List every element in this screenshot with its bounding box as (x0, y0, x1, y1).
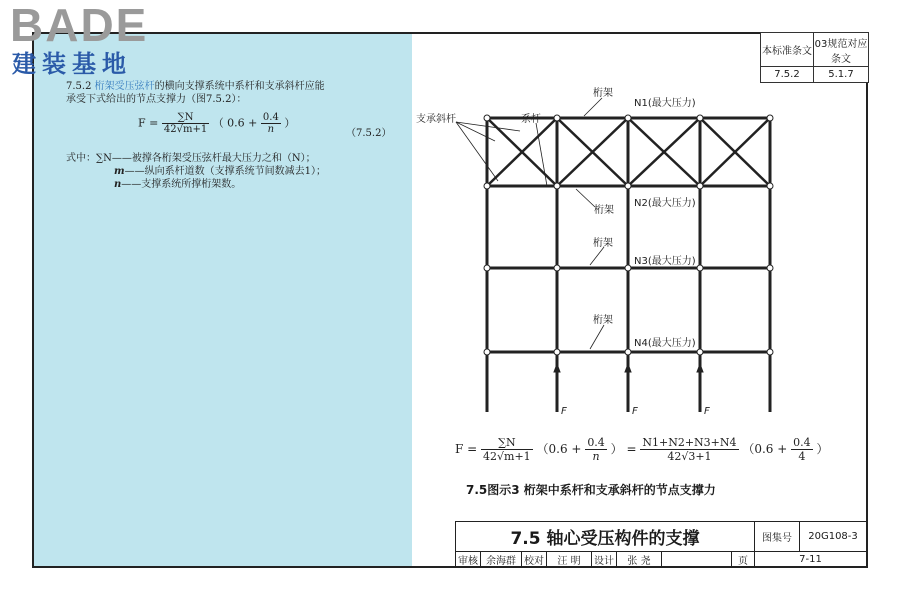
joint (625, 265, 631, 271)
logo: BADE (10, 0, 149, 51)
eq-numerator: ∑N (162, 112, 209, 124)
deq-fden1: n (592, 450, 600, 463)
joint (484, 115, 490, 121)
leader-truss-3 (590, 247, 604, 265)
clause-number: 7.5.2 (66, 81, 92, 92)
deq-fden2: 4 (798, 450, 806, 463)
eq-denominator: 42√m+1 (163, 124, 208, 135)
deq-num1: ∑N (481, 436, 533, 450)
title-block (455, 521, 867, 568)
diagram-equation (455, 436, 829, 463)
eq-number: （7.5.2） (346, 128, 392, 139)
atlas-number: 20G108-3 (800, 522, 867, 552)
diagram-labels (416, 86, 710, 417)
label-n2: N2(最大压力) (634, 198, 696, 209)
def3-text: ——支撑系统所撑桁架数。 (121, 179, 242, 190)
deq-num2: N1+N2+N3+N4 (642, 436, 737, 449)
page-number: 7-11 (755, 552, 867, 568)
deq-mid1: （0.6 + (536, 442, 582, 456)
joint (625, 115, 631, 121)
label-f1: F (561, 406, 567, 417)
drawing-title: 7.5 轴心受压构件的支撑 (456, 522, 755, 552)
def2-text: ——纵向系杆道数（支撑系统节间数减去1）； (124, 166, 326, 177)
deq-close2: ） (816, 442, 829, 456)
joint (767, 183, 773, 189)
label-n3: N3(最大压力) (634, 256, 696, 267)
atlas-label: 图集号 (755, 522, 800, 552)
signature-area (662, 552, 732, 568)
def1-text: ——被撑各桁架受压弦杆最大压力之和（N）； (111, 153, 316, 164)
label-brace: 支承斜杆 (416, 114, 456, 125)
arrowhead-2 (625, 364, 631, 372)
joint (767, 265, 773, 271)
arrowhead-3 (697, 364, 703, 372)
designer-name: 张 尧 (617, 552, 662, 568)
label-n1: N1(最大压力) (634, 98, 696, 109)
deq-fnum2: 0.4 (793, 436, 811, 449)
deq-mid2: （0.6 + (742, 442, 788, 456)
joint (697, 115, 703, 121)
checker-name: 汪 明 (547, 552, 592, 568)
label-truss-2: 桁架 (594, 205, 614, 216)
def2-symbol: m (114, 166, 125, 177)
eq-paren-close: ） (284, 116, 296, 130)
design-label: 设计 (592, 552, 617, 568)
page-label: 页 (732, 552, 755, 568)
joint (697, 265, 703, 271)
ref-value-code: 5.1.7 (814, 67, 869, 83)
joint (554, 265, 560, 271)
def3-symbol: n (114, 179, 122, 190)
reviewer-name: 余海群 (481, 552, 522, 568)
logo-subtitle: 建装基地 (12, 50, 132, 78)
label-n4: N4(最大压力) (634, 338, 696, 349)
eq-paren-open: （ 0.6 + (212, 116, 258, 130)
clause-term: 桁架受压弦杆 (94, 81, 155, 92)
leader-brace-3 (456, 122, 498, 181)
deq-den1: 42√m+1 (483, 450, 531, 463)
clause-text-b: 承受下式给出的节点支撑力（图7.5.2）： (66, 94, 247, 105)
arrowhead-1 (554, 364, 560, 372)
ref-value-standard: 7.5.2 (761, 67, 814, 83)
figure-caption: 7.5图示3 桁架中系杆和支承斜杆的节点支撑力 (466, 483, 716, 497)
def1-symbol: ∑N (96, 153, 112, 164)
label-tie: 系杆 (521, 114, 541, 125)
deq-close1: ） (610, 442, 623, 456)
leader-truss-2 (576, 189, 595, 207)
leader-truss-top (584, 98, 602, 116)
deq-fnum1: 0.4 (587, 436, 605, 449)
eq-frac-num: 0.4 (262, 112, 279, 123)
ref-header-standard: 本标准条文 (761, 33, 814, 67)
joint (554, 183, 560, 189)
joint (554, 349, 560, 355)
joint (767, 115, 773, 121)
joint (484, 183, 490, 189)
joint (625, 349, 631, 355)
label-f3: F (704, 406, 710, 417)
clause-text-a: 的横向支撑系统中系杆和支承斜杆应能 (154, 81, 325, 92)
joint (554, 115, 560, 121)
deq-lhs: F = (455, 442, 478, 456)
check-label: 校对 (522, 552, 547, 568)
joint (484, 349, 490, 355)
label-truss-4: 桁架 (593, 315, 613, 326)
where-label: 式中： (66, 153, 96, 164)
joint (767, 349, 773, 355)
eq-lhs: F = (138, 116, 159, 130)
joint (697, 183, 703, 189)
deq-den2: 42√3+1 (667, 450, 712, 463)
joint (625, 183, 631, 189)
deq-eqsign: = (626, 442, 637, 456)
label-truss-3: 桁架 (593, 238, 613, 249)
joint (484, 265, 490, 271)
label-truss-top: 桁架 (593, 88, 613, 99)
label-f2: F (632, 406, 638, 417)
ref-header-code: 03规范对应条文 (814, 33, 869, 67)
leader-truss-4 (590, 325, 604, 349)
joint (697, 349, 703, 355)
review-label: 审核 (456, 552, 481, 568)
force-arrows (554, 364, 703, 412)
eq-frac-den: n (267, 124, 275, 135)
leader-lines (456, 98, 604, 349)
